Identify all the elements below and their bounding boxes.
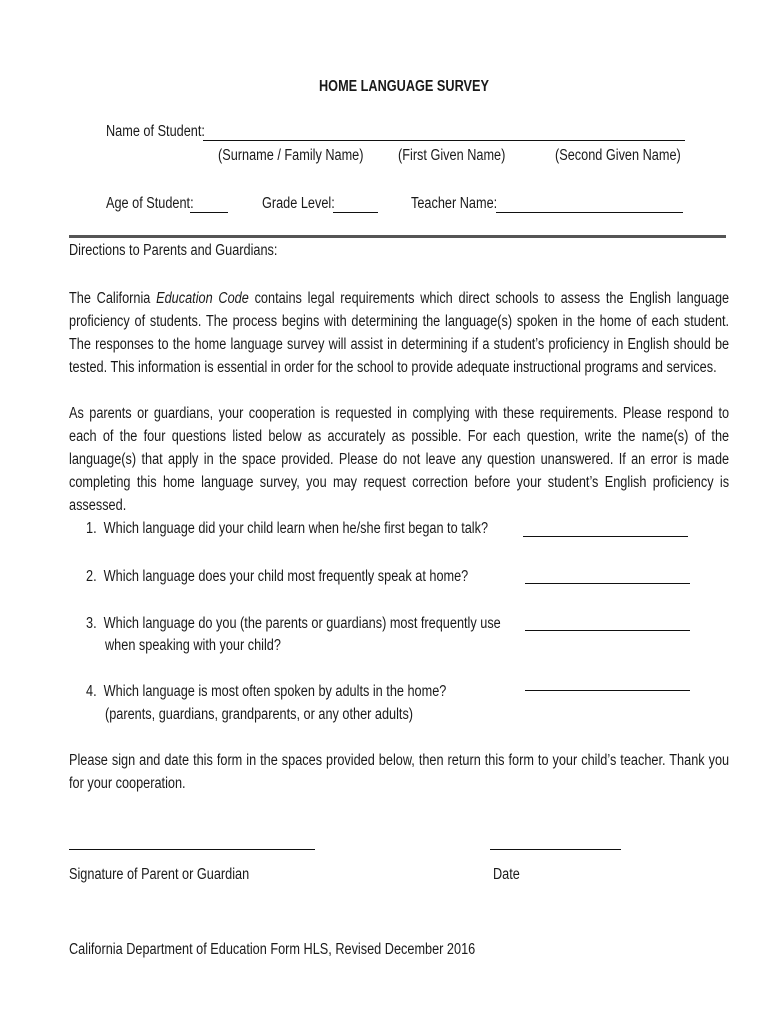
question-2: 2. Which language does your child most frequently speak at home?: [86, 568, 469, 585]
signature-field[interactable]: [69, 849, 315, 850]
question-1: 1. Which language did your child learn when he/she first began to talk?: [86, 520, 489, 537]
grade-label: Grade Level:: [262, 195, 335, 212]
paragraph-cooperation: As parents or guardians, your cooperation is requested in complying with these requirements. Please respond to each of the four questions listed below as accurately as possible. For each question, write the name(s) of the language(s) that apply in the space provided. Please do not leave any question unanswered. If an error is made completing this home language survey, you may request correction before your student’s English proficiency is assessed.: [69, 405, 730, 514]
section-divider: [69, 235, 726, 238]
answer-field-2[interactable]: [525, 583, 690, 584]
grade-field[interactable]: [333, 212, 378, 213]
directions-heading: Directions to Parents and Guardians:: [69, 242, 278, 259]
signature-label: Signature of Parent or Guardian: [69, 866, 250, 883]
page-title: HOME LANGUAGE SURVEY: [319, 78, 489, 95]
teacher-field[interactable]: [496, 212, 683, 213]
question-3-continued: when speaking with your child?: [105, 637, 281, 654]
age-field[interactable]: [190, 212, 228, 213]
first-name-caption: (First Given Name): [398, 147, 506, 164]
paragraph-requirements: The California Education Code contains legal requirements which direct schools to assess the English language proficiency of students. The process begins with determining the language(s) spoken in the home of each student. The responses to the home language survey will assist in determining if a student’s proficiency in English should be tested. This information is essential in order for the school to provide adequate instructional programs and services.: [69, 290, 730, 376]
date-label: Date: [493, 866, 520, 883]
form-footer: California Department of Education Form HLS, Revised December 2016: [69, 941, 476, 958]
paragraph-closing: Please sign and date this form in the spaces provided below, then return this form to your child’s teacher. Thank you for your cooperation.: [69, 752, 730, 792]
teacher-label: Teacher Name:: [411, 195, 498, 212]
student-name-field[interactable]: [203, 140, 685, 141]
second-name-caption: (Second Given Name): [555, 147, 681, 164]
answer-field-1[interactable]: [523, 536, 688, 537]
age-label: Age of Student:: [106, 195, 194, 212]
answer-field-3[interactable]: [525, 630, 690, 631]
surname-caption: (Surname / Family Name): [218, 147, 364, 164]
student-name-label: Name of Student:: [106, 123, 205, 140]
question-3: 3. Which language do you (the parents or guardians) most frequently use: [86, 615, 501, 632]
answer-field-4[interactable]: [525, 690, 690, 691]
question-4: 4. Which language is most often spoken by adults in the home?: [86, 683, 447, 700]
question-4-continued: (parents, guardians, grandparents, or any other adults): [105, 706, 414, 723]
date-field[interactable]: [490, 849, 621, 850]
